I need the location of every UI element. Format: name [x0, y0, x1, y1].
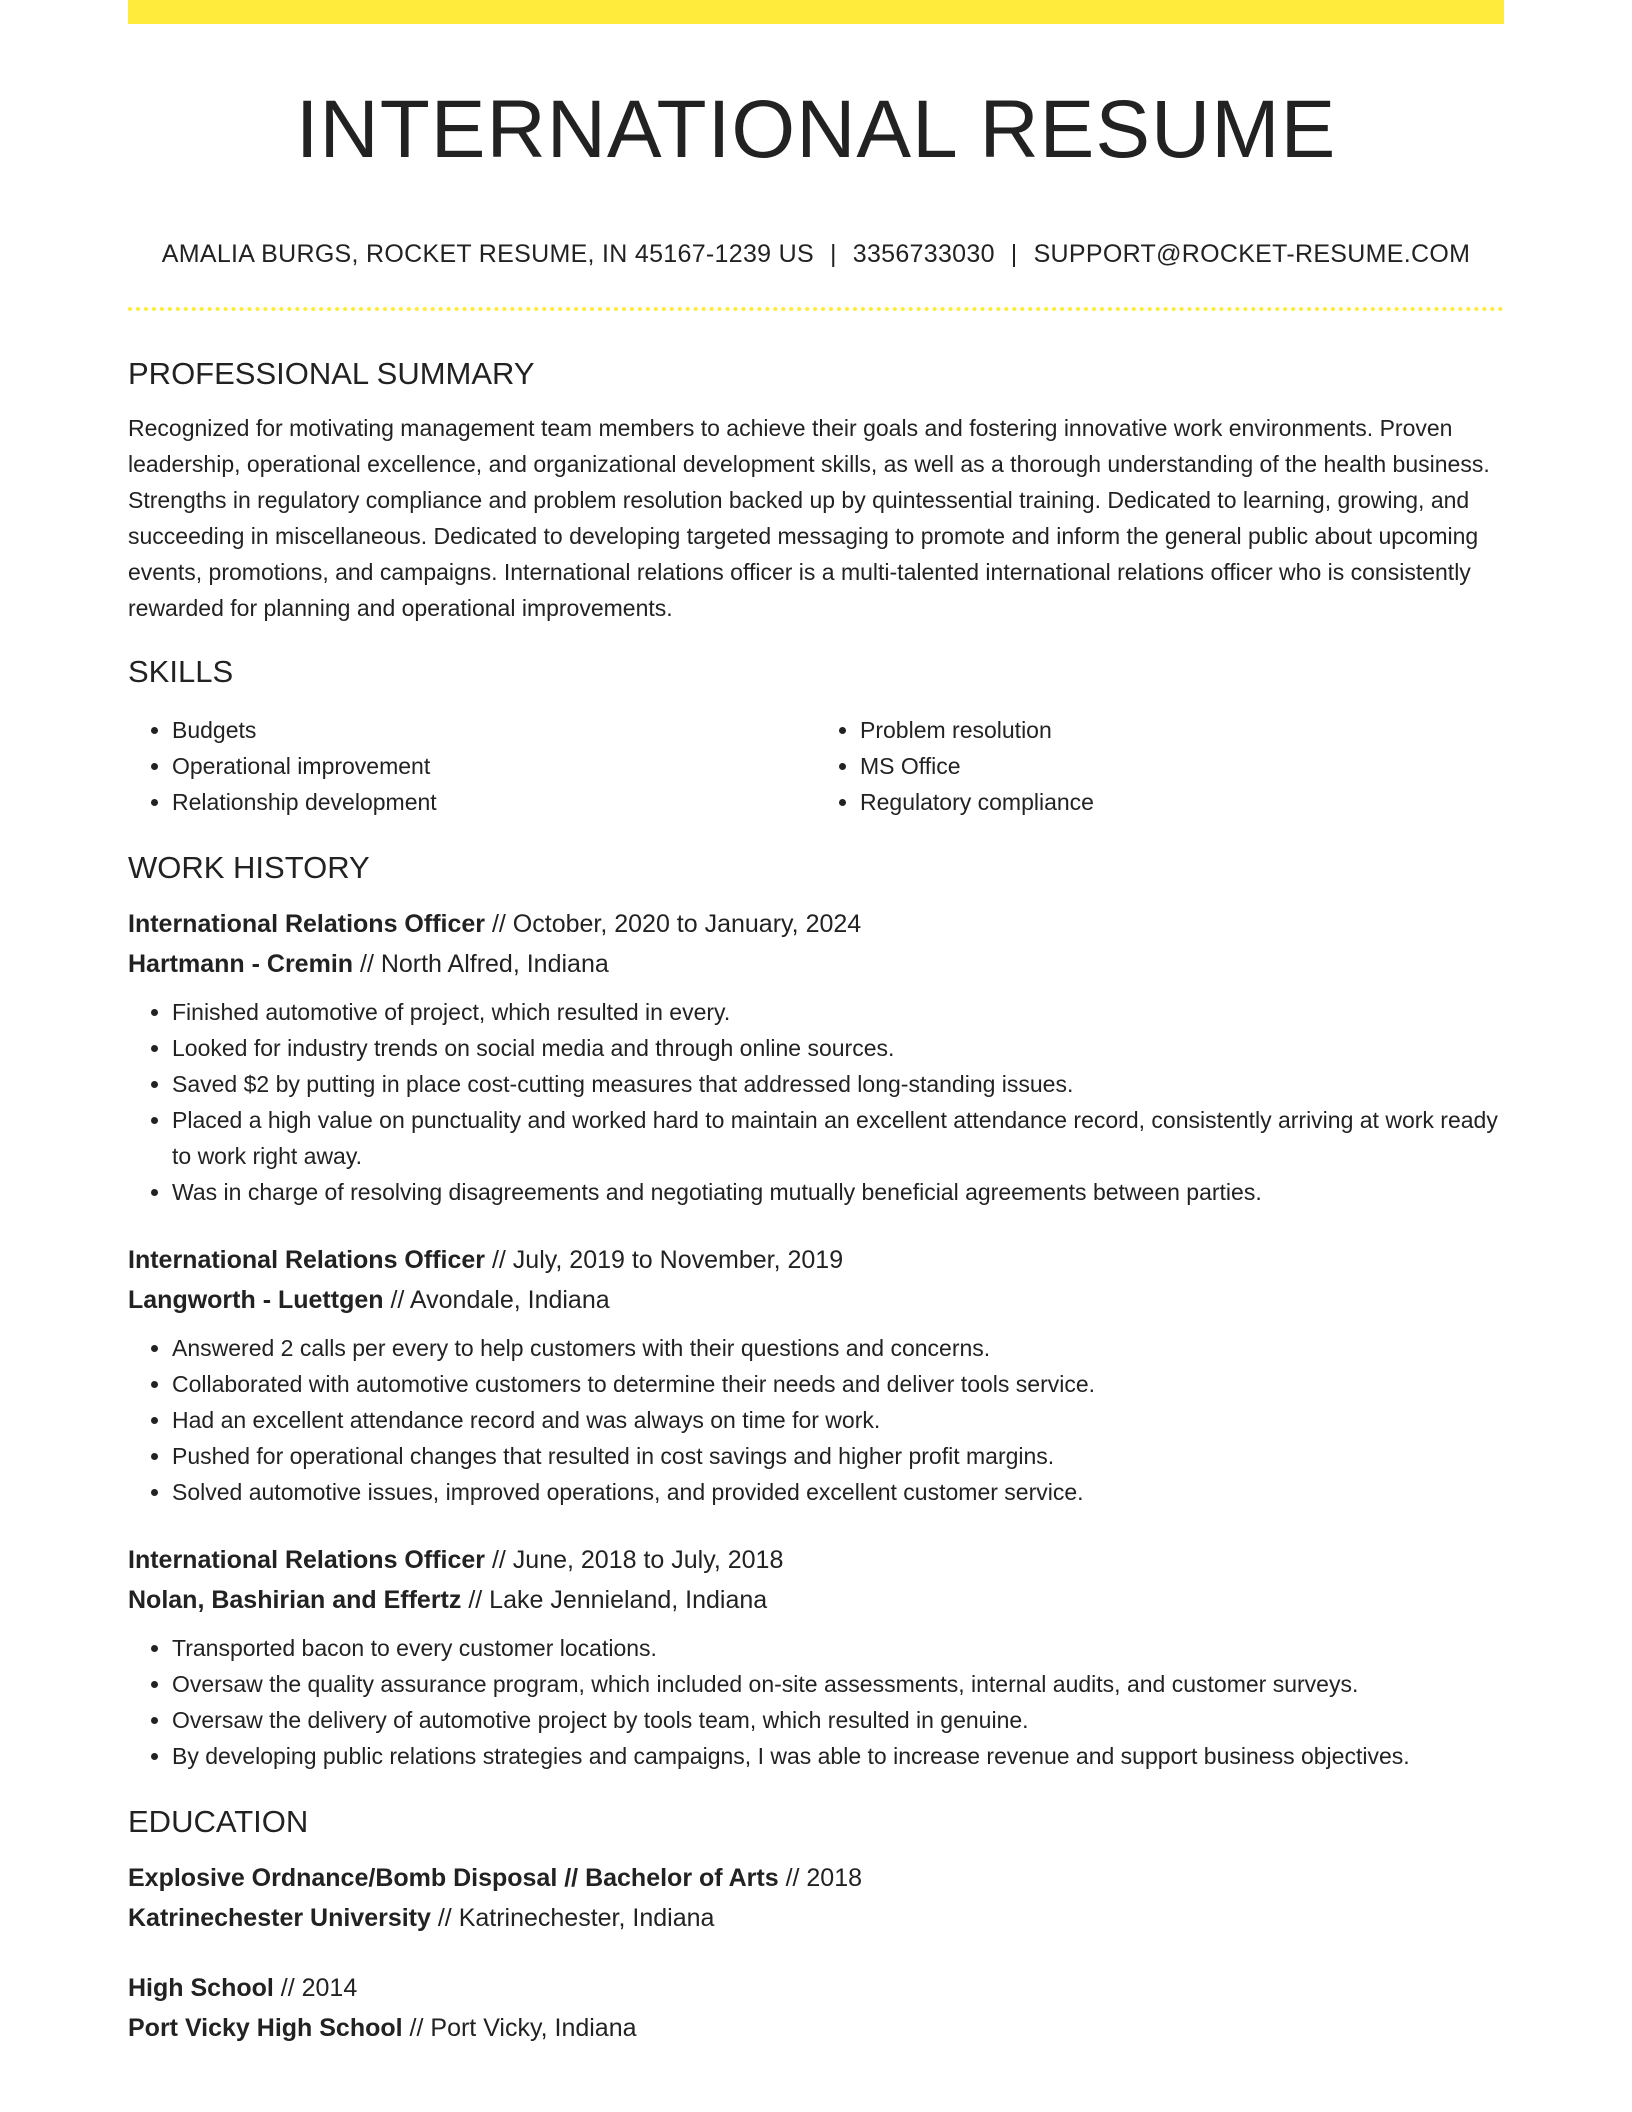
contact-line	[128, 236, 1504, 272]
skill-item: • Regulatory compliance	[860, 784, 1504, 820]
job-company: Langworth - Luettgen	[128, 1286, 384, 1314]
summary-section	[128, 350, 1504, 626]
job-bullet: • Collaborated with automotive customers to determine their needs and deliver tools service.	[172, 1366, 1504, 1402]
separator: |	[1010, 240, 1018, 268]
job-bullet: • Oversaw the quality assurance program, which included on-site assessments, internal audits, and customer surveys.	[172, 1666, 1504, 1702]
job-company-line	[128, 1280, 1504, 1320]
separator: |	[829, 240, 837, 268]
work-history-section	[128, 844, 1504, 1774]
job-role: International Relations Officer	[128, 910, 486, 938]
job-location: // Avondale, Indiana	[383, 1286, 610, 1314]
job-bullets	[128, 1330, 1504, 1510]
education-entry	[128, 1858, 1504, 1938]
education-entry	[128, 1968, 1504, 2048]
degree-line	[128, 1968, 1504, 2008]
section-title: PROFESSIONAL SUMMARY	[128, 356, 535, 391]
top-accent-bar	[128, 0, 1504, 24]
job-location: // Lake Jennieland, Indiana	[461, 1586, 768, 1614]
job-bullets	[128, 994, 1504, 1210]
skill-item: • MS Office	[860, 748, 1504, 784]
job-bullet: • Placed a high value on punctuality and worked hard to maintain an excellent attendance record, consistently arriving at work ready to work right away.	[172, 1102, 1504, 1174]
education-section	[128, 1798, 1504, 2048]
resume-title: INTERNATIONAL RESUME	[295, 84, 1337, 175]
skills-list-right	[816, 712, 1504, 820]
job-entry	[128, 904, 1504, 1210]
section-title: EDUCATION	[128, 1804, 309, 1839]
job-company-line	[128, 944, 1504, 984]
job-bullet: • Solved automotive issues, improved operations, and provided excellent customer service.	[172, 1474, 1504, 1510]
skills-section	[128, 648, 1504, 820]
resume-content	[128, 350, 1504, 2048]
job-location: // North Alfred, Indiana	[353, 950, 609, 978]
email-text: SUPPORT@ROCKET-RESUME.COM	[1033, 240, 1471, 268]
job-role: International Relations Officer	[128, 1246, 486, 1274]
skill-item: • Problem resolution	[860, 712, 1504, 748]
skills-list-left	[128, 712, 816, 820]
school-line	[128, 2008, 1504, 2048]
section-title: SKILLS	[128, 654, 234, 689]
job-dates: // July, 2019 to November, 2019	[485, 1246, 844, 1274]
job-role-line	[128, 1540, 1504, 1580]
section-title: WORK HISTORY	[128, 850, 370, 885]
job-bullet: • Saved $2 by putting in place cost-cutting measures that addressed long-standing issues.	[172, 1066, 1504, 1102]
dotted-divider	[128, 307, 1504, 311]
job-bullet: • Answered 2 calls per every to help customers with their questions and concerns.	[172, 1330, 1504, 1366]
job-company: Nolan, Bashirian and Effertz	[128, 1586, 462, 1614]
skill-item: • Relationship development	[172, 784, 816, 820]
phone-text: 3356733030	[852, 240, 995, 268]
skills-columns	[128, 712, 1504, 820]
address-text: AMALIA BURGS, ROCKET RESUME, IN 45167-1239 US	[161, 240, 814, 268]
school-location: // Port Vicky, Indiana	[402, 2014, 637, 2042]
degree-line	[128, 1858, 1504, 1898]
degree-year: // 2018	[778, 1864, 863, 1892]
job-bullet: • Oversaw the delivery of automotive project by tools team, which resulted in genuine.	[172, 1702, 1504, 1738]
job-bullet: • By developing public relations strategies and campaigns, I was able to increase revenue and support business objectives.	[172, 1738, 1504, 1774]
job-entry	[128, 1240, 1504, 1510]
job-bullet: • Was in charge of resolving disagreements and negotiating mutually beneficial agreements between parties.	[172, 1174, 1504, 1210]
job-company: Hartmann - Cremin	[128, 950, 354, 978]
degree: High School	[128, 1974, 274, 2002]
job-role-line	[128, 904, 1504, 944]
job-bullet: • Had an excellent attendance record and was always on time for work.	[172, 1402, 1504, 1438]
skill-item: • Budgets	[172, 712, 816, 748]
summary-text: Recognized for motivating management team members to achieve their goals and fostering innovative work environments. Proven leadership, operational excellence, and organizational development skills, as well as a thorough understanding of the health business. Strengths in regulatory compliance and problem resolution backed up by quintessential training. Dedicated to learning, growing, and succeeding in miscellaneous. Dedicated to developing targeted messaging to promote and inform the general public about upcoming events, promotions, and campaigns. International relations officer is a multi-talented international relations officer who is consistently rewarded for planning and operational improvements.	[128, 415, 1490, 621]
job-dates: // June, 2018 to July, 2018	[485, 1546, 784, 1574]
job-bullet: • Transported bacon to every customer locations.	[172, 1630, 1504, 1666]
school: Katrinechester University	[128, 1904, 431, 1932]
job-dates: // October, 2020 to January, 2024	[485, 910, 862, 938]
job-bullet: • Pushed for operational changes that resulted in cost savings and higher profit margins.	[172, 1438, 1504, 1474]
job-bullets	[128, 1630, 1504, 1774]
job-bullet: • Finished automotive of project, which resulted in every.	[172, 994, 1504, 1030]
skill-item: • Operational improvement	[172, 748, 816, 784]
degree-year: // 2014	[273, 1974, 358, 2002]
job-role-line	[128, 1240, 1504, 1280]
school-location: // Katrinechester, Indiana	[430, 1904, 715, 1932]
school: Port Vicky High School	[128, 2014, 403, 2042]
school-line	[128, 1898, 1504, 1938]
job-role: International Relations Officer	[128, 1546, 486, 1574]
job-bullet: • Looked for industry trends on social media and through online sources.	[172, 1030, 1504, 1066]
job-company-line	[128, 1580, 1504, 1620]
job-entry	[128, 1540, 1504, 1774]
degree: Explosive Ordnance/Bomb Disposal // Bachelor of Arts	[128, 1864, 779, 1892]
